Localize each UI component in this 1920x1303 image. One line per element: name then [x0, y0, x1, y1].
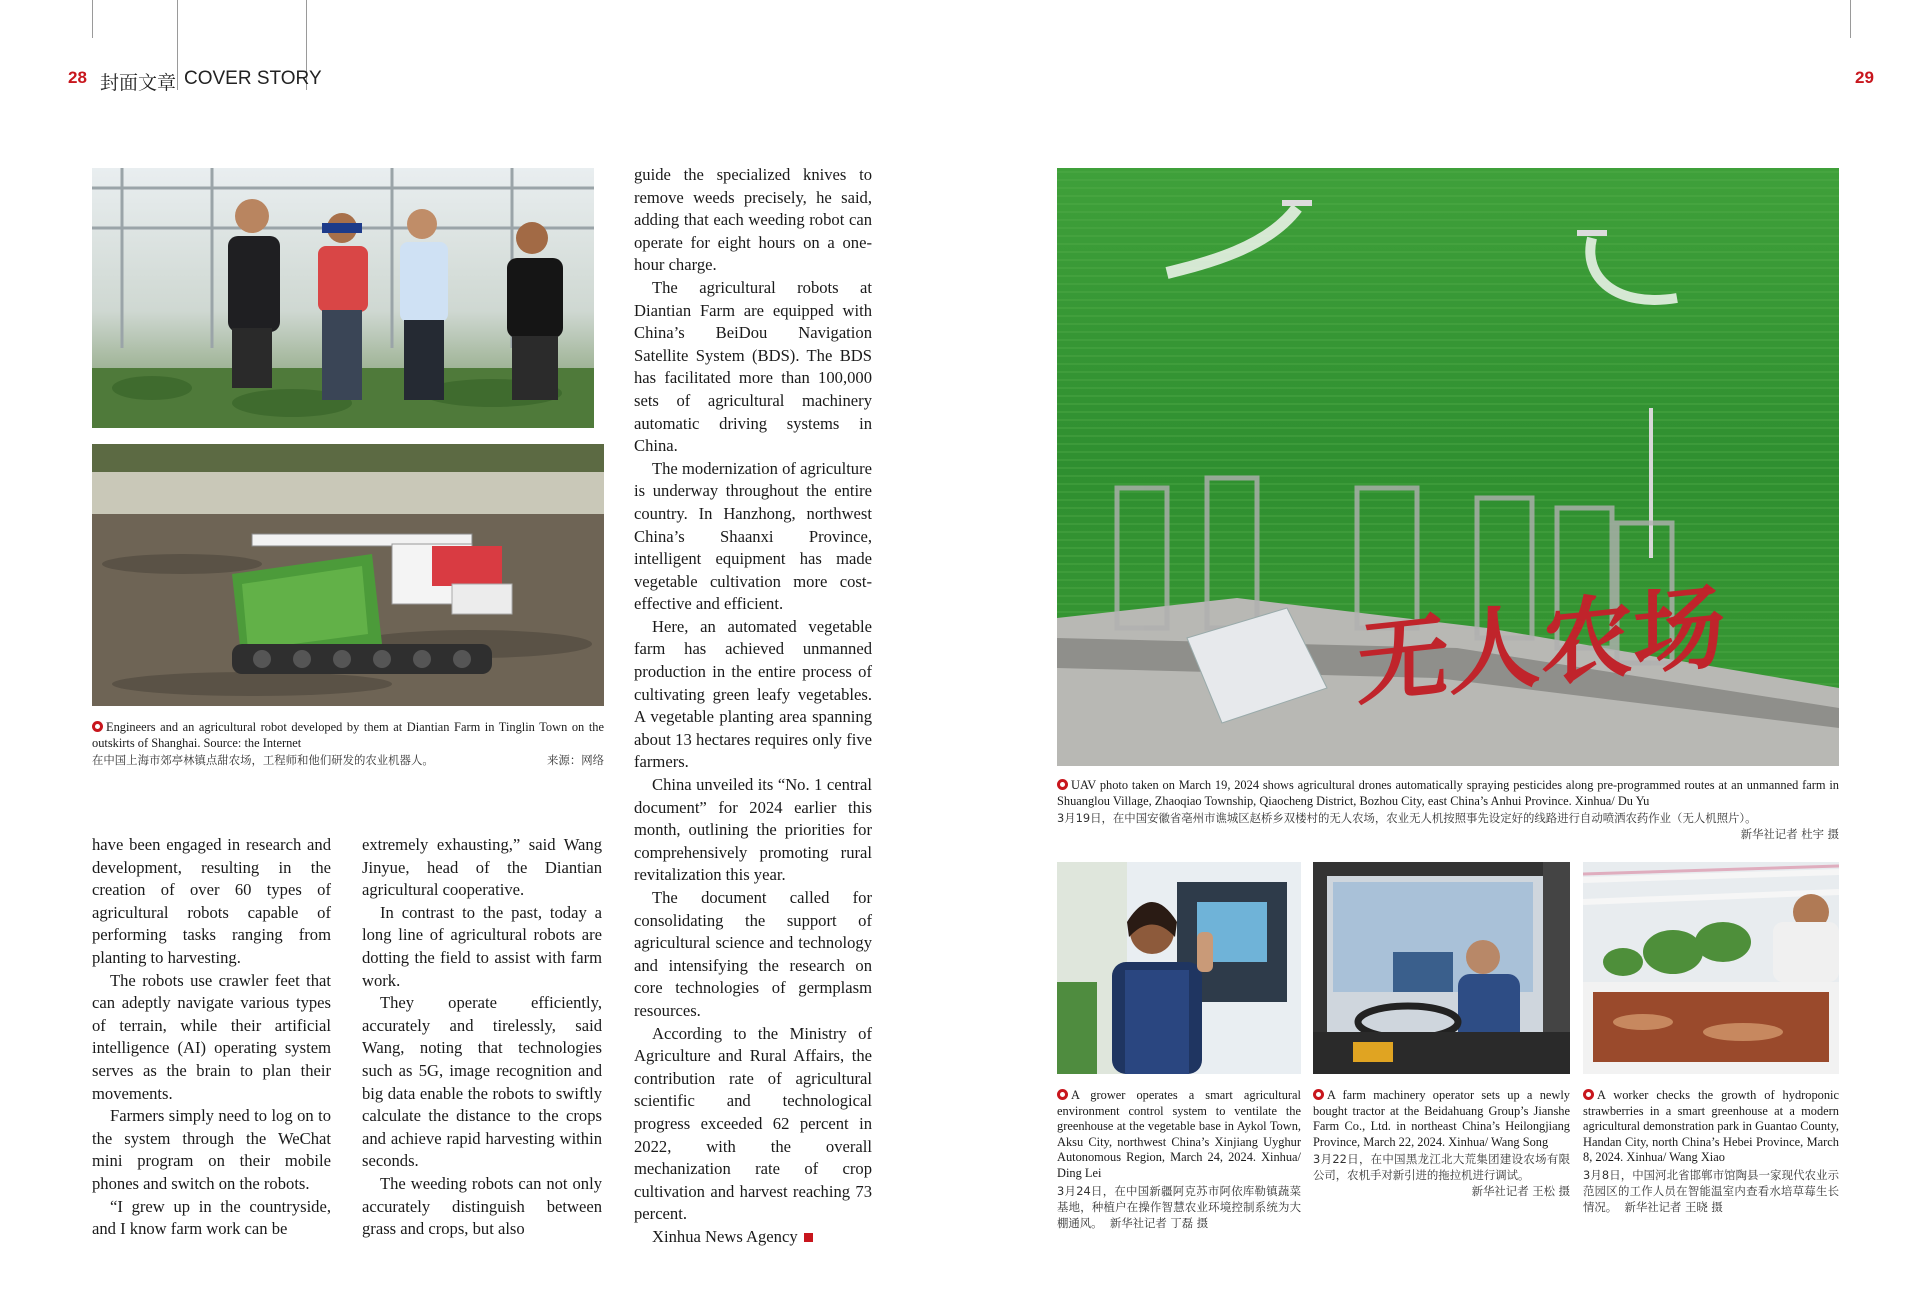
caption-drone-credit: 新华社记者 杜宇 摄	[1740, 827, 1839, 842]
article-column-3	[634, 164, 872, 1249]
header-rule-mid	[177, 0, 178, 90]
caption-tractor-credit: 新华社记者 王松 摄	[1471, 1184, 1570, 1199]
caption-engineers-credit: 来源：网络	[547, 753, 604, 768]
caption-strawberry-zh: 3月8日，中国河北省邯郸市馆陶县一家现代农业示范园区的工作人员在智能温室内查看水培草莓生长情况。 新华社记者 王晓 摄	[1583, 1167, 1839, 1214]
photo-hydroponic-strawberries	[1583, 862, 1839, 1074]
page-number-right: 29	[1855, 68, 1874, 87]
paragraph: Here, an automated vegetable farm has achieved unmanned production in the entire process of cultivating green leafy vegetables. A vegetable planting area spanning about 13 hectares requires only five farmers.	[634, 616, 872, 772]
paragraph: Farmers simply need to log on to the system through the WeChat mini program on their mobile phones and switch on the robots.	[92, 1106, 331, 1193]
paragraph: They operate efficiently, accurately and tirelessly, said Wang, noting that technologies such as 5G, image recognition and big data enable the robots to swiftly calculate the distance to the crops and achieve rapid harvesting within seconds.	[362, 993, 602, 1171]
end-mark-icon	[804, 1233, 813, 1242]
caption-marker-icon	[1583, 1089, 1594, 1100]
photo-greenhouse-control	[1057, 862, 1301, 1074]
paragraph: have been engaged in research and development, resulting in the creation of over 60 types of agricultural robots capable of performing tasks ranging from planting to harvesting.	[92, 835, 331, 967]
paragraph: “I grew up in the countryside, and I know farm work can be	[92, 1196, 331, 1239]
section-title-en: COVER STORY	[184, 68, 322, 89]
caption-strawberry: A worker checks the growth of hydroponic strawberries in a smart greenhouse at a modern agricultural demonstration park in Guantao County, Handan City, north China’s Hebei Province, March 8, 2024. Xinhua/ Wang Xiao 3月8日，中国河北省邯郸市馆陶县一家现代农业示范园区的工作人员在智能温室内查看水培草莓生长情况。 新华社记者 王晓 摄	[1583, 1088, 1839, 1214]
caption-marker-icon	[1313, 1089, 1324, 1100]
page-number-left: 28	[68, 68, 87, 87]
caption-greenhouse-credit: 新华社记者 丁磊 摄	[1109, 1215, 1209, 1230]
paragraph: According to the Ministry of Agriculture and Rural Affairs, the contribution rate of agricultural scientific and technological progress exceeded 62 percent in 2022, with the overall mechanization rate of crop cultivation and harvest reaching 73 percent.	[634, 1023, 872, 1224]
section-title-cn: 封面文章	[100, 73, 177, 94]
caption-engineers-zh: 在中国上海市郊亭林镇点甜农场，工程师和他们研发的农业机器人。	[92, 753, 434, 768]
article-signoff: Xinhua News Agency	[652, 1226, 798, 1246]
caption-strawberry-credit: 新华社记者 王晓 摄	[1624, 1199, 1723, 1214]
paragraph: The agricultural robots at Diantian Farm are equipped with China’s BeiDou Navigation Satellite System (BDS). The BDS has facilitated more than 100,000 sets of agricultural machinery automatic driving systems in China.	[634, 277, 872, 456]
paragraph: The document called for consolidating the support of agricultural science and technology and intensifying the research on core technologies of germplasm resources.	[634, 888, 872, 1020]
header-rule-right	[1850, 0, 1851, 38]
paragraph: The robots use crawler feet that can adeptly navigate various types of terrain, while their artificial intelligence (AI) operating system serves as the brain to plan their movements.	[92, 970, 331, 1103]
photo-tractor-operator	[1313, 862, 1570, 1074]
photo-drone-farm	[1057, 168, 1839, 766]
caption-drone-zh: 3月19日，在中国安徽省亳州市谯城区赵桥乡双楼村的无人农场，农业无人机按照事先设定好的线路进行自动喷洒农药作业（无人机照片）。	[1057, 811, 1757, 826]
paragraph: In contrast to the past, today a long line of agricultural robots are dotting the field to assist with farm work.	[362, 902, 602, 990]
caption-tractor: A farm machinery operator sets up a newly bought tractor at the Beidahuang Group’s Jianshe Farm Co., Ltd. in northeast China’s Heilongjiang Province, March 22, 2024. Xinhua/ Wang Song 3月22日，在中国黑龙江北大荒集团建设农场有限公司，农机手对新引进的拖拉机进行调试。 新华社记者 王松 摄	[1313, 1088, 1570, 1199]
paragraph: guide the specialized knives to remove weeds precisely, he said, adding that each weeding robot can operate for eight hours on a one-hour charge.	[634, 165, 872, 275]
caption-tractor-zh: 3月22日，在中国黑龙江北大荒集团建设农场有限公司，农机手对新引进的拖拉机进行调试。	[1313, 1152, 1570, 1183]
caption-marker-icon	[1057, 1089, 1068, 1100]
photo-engineers	[92, 168, 594, 428]
article-column-2	[362, 834, 602, 1241]
paragraph: The weeding robots can not only accurately distinguish between grass and crops, but also	[362, 1173, 602, 1239]
sign-unmanned-farm: 无人农场	[1357, 572, 1726, 719]
caption-marker-icon	[92, 721, 103, 732]
caption-greenhouse-zh: 3月24日，在中国新疆阿克苏市阿依库勒镇蔬菜基地，种植户在操作智慧农业环境控制系统为大棚通风。 新华社记者 丁磊 摄	[1057, 1183, 1301, 1230]
caption-drone: UAV photo taken on March 19, 2024 shows agricultural drones automatically spraying pesticides along pre-programmed routes at an unmanned farm in Shuanglou Village, Zhaoqiao Township, Qiaocheng District, Bozhou City, east China’s Anhui Province. Xinhua/ Du Yu 3月19日，在中国安徽省亳州市谯城区赵桥乡双楼村的无人农场，农业无人机按照事先设定好的线路进行自动喷洒农药作业（无人机照片）。 新华社记者 杜宇 摄	[1057, 778, 1839, 842]
caption-marker-icon	[1057, 779, 1068, 790]
paragraph: China unveiled its “No. 1 central document” for 2024 earlier this month, outlining the priorities for comprehensively promoting rural revitalization this year.	[634, 775, 872, 885]
caption-greenhouse: A grower operates a smart agricultural environment control system to ventilate the greenhouse at the vegetable base in Aykol Town, Aksu City, northwest China’s Xinjiang Uyghur Autonomous Region, March 24, 2024. Xinhua/ Ding Lei 3月24日，在中国新疆阿克苏市阿依库勒镇蔬菜基地，种植户在操作智慧农业环境控制系统为大棚通风。 新华社记者 丁磊 摄	[1057, 1088, 1301, 1230]
header-rule-left	[92, 0, 93, 38]
photo-robot	[92, 444, 604, 706]
caption-engineers: Engineers and an agricultural robot developed by them at Diantian Farm in Tinglin Town on the outskirts of Shanghai. Source: the Internet 在中国上海市郊亭林镇点甜农场，工程师和他们研发的农业机器人。 来源：网络	[92, 720, 604, 768]
paragraph: extremely exhausting,” said Wang Jinyue, head of the Diantian agricultural cooperative.	[362, 835, 602, 900]
paragraph: The modernization of agriculture is underway throughout the entire country. In Hanzhong, northwest China’s Shaanxi Province, intelligent equipment has made vegetable cultivation more cost-effective and efficient.	[634, 458, 872, 614]
article-column-1	[92, 834, 331, 1241]
